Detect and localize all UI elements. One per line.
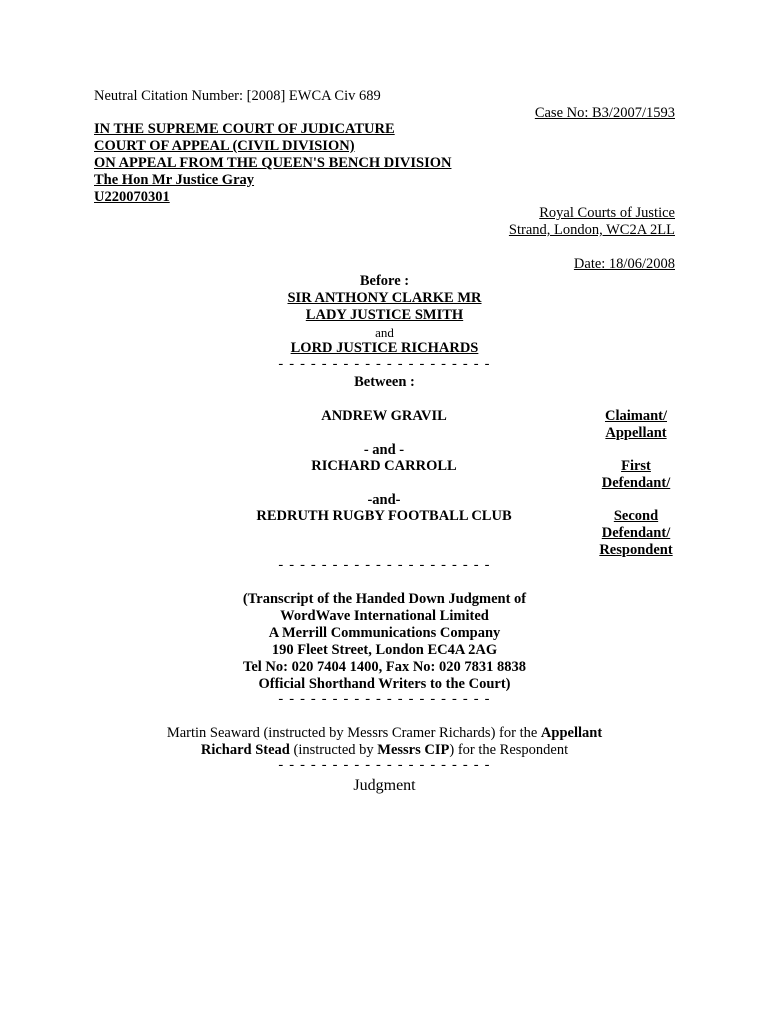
party-name: RICHARD CARROLL bbox=[311, 458, 457, 474]
court-line: COURT OF APPEAL (CIVIL DIVISION) bbox=[94, 138, 355, 154]
court-location-line2: Strand, London, WC2A 2LL bbox=[508, 222, 675, 238]
party-role: First bbox=[621, 458, 651, 474]
party-name: REDRUTH RUGBY FOOTBALL CLUB bbox=[256, 508, 512, 524]
court-location-line1: Royal Courts of Justice bbox=[539, 205, 675, 221]
judgment-date: Date: 18/06/2008 bbox=[573, 256, 675, 272]
court-heading bbox=[94, 121, 451, 206]
and-separator: -and- bbox=[367, 492, 401, 508]
party-role: Second bbox=[613, 508, 659, 524]
counsel-text: (instructed by bbox=[289, 742, 378, 758]
court-line: IN THE SUPREME COURT OF JUDICATURE bbox=[94, 121, 395, 137]
counsel-party: Appellant bbox=[540, 725, 603, 741]
before-label: Before : bbox=[359, 273, 410, 289]
judge-name: SIR ANTHONY CLARKE MR bbox=[287, 290, 482, 306]
and-label: and bbox=[375, 325, 394, 340]
case-number: Case No: B3/2007/1593 bbox=[534, 105, 675, 121]
transcript-line: (Transcript of the Handed Down Judgment of bbox=[242, 591, 527, 607]
counsel-solicitor: Messrs CIP bbox=[377, 742, 450, 758]
counsel-text: ) for the Respondent bbox=[449, 742, 569, 758]
judgment-title: Judgment bbox=[353, 777, 416, 794]
party-role: Respondent bbox=[599, 542, 673, 558]
separator-dashes: - - - - - - - - - - - - - - - - - - - - bbox=[278, 557, 491, 573]
party-role: Defendant/ bbox=[601, 475, 671, 491]
separator-dashes: - - - - - - - - - - - - - - - - - - - - bbox=[278, 691, 491, 707]
and-separator: - and - bbox=[363, 442, 405, 458]
transcript-line: Official Shorthand Writers to the Court) bbox=[258, 676, 511, 692]
court-line: The Hon Mr Justice Gray bbox=[94, 172, 255, 188]
counsel-text: Martin Seaward (instructed by Messrs Cramer Richards) for the bbox=[166, 725, 541, 741]
transcript-line: Tel No: 020 7404 1400, Fax No: 020 7831 8838 bbox=[242, 659, 526, 675]
counsel-name: Richard Stead bbox=[200, 742, 290, 758]
separator-dashes: - - - - - - - - - - - - - - - - - - - - bbox=[278, 356, 491, 372]
party-role: Claimant/ bbox=[604, 408, 668, 424]
judge-name: LADY JUSTICE SMITH bbox=[305, 307, 464, 323]
judge-name: LORD JUSTICE RICHARDS bbox=[290, 340, 479, 356]
separator-dashes: - - - - - - - - - - - - - - - - - - - - bbox=[278, 757, 491, 773]
court-line: ON APPEAL FROM THE QUEEN'S BENCH DIVISION bbox=[94, 155, 452, 171]
party-role: Appellant bbox=[605, 425, 667, 441]
between-label: Between : bbox=[354, 374, 415, 390]
transcript-line: 190 Fleet Street, London EC4A 2AG bbox=[271, 642, 498, 658]
counsel-appellant bbox=[94, 725, 675, 742]
transcript-line: A Merrill Communications Company bbox=[268, 625, 501, 641]
party-name: ANDREW GRAVIL bbox=[321, 408, 447, 424]
party-role: Defendant/ bbox=[601, 525, 671, 541]
neutral-citation: Neutral Citation Number: [2008] EWCA Civ 689 bbox=[94, 88, 381, 104]
transcript-line: WordWave International Limited bbox=[280, 608, 489, 624]
court-line: U220070301 bbox=[94, 189, 170, 205]
